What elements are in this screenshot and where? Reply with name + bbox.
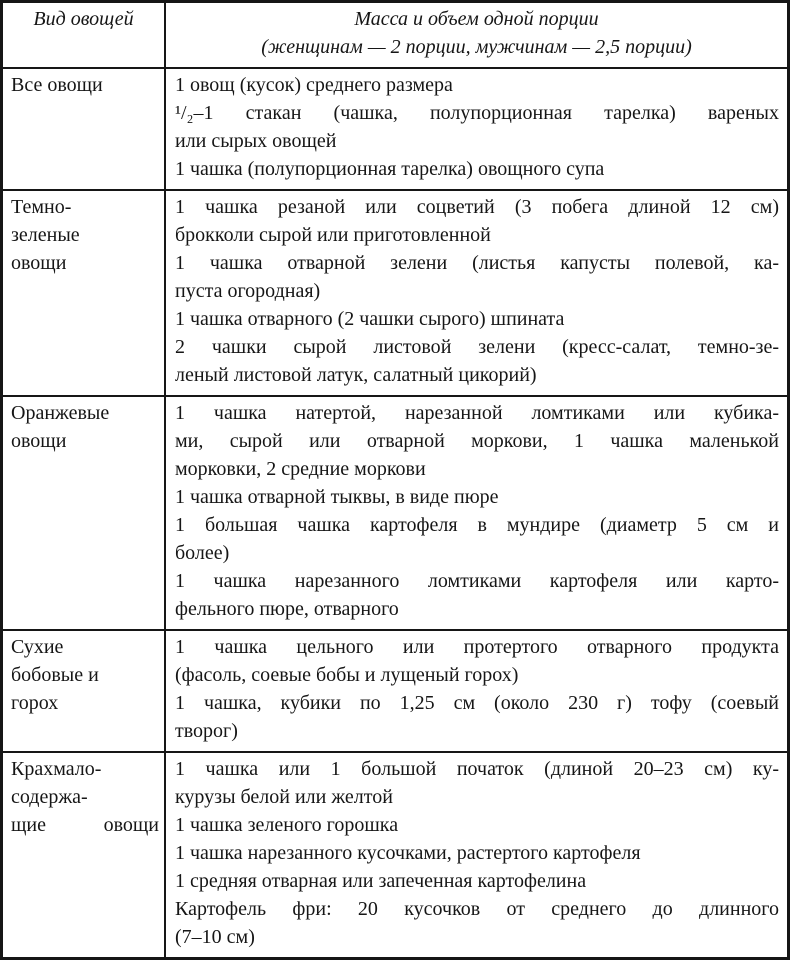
portion-entry [175,839,779,867]
portion-cell [165,396,789,630]
category-line: Оранжевые [11,402,110,424]
category-line: Все овощи [11,74,103,96]
portion-line: 1 чашка резаной или соцветий (3 побега длиной 12 см) [175,196,779,218]
portion-line: 1 чашка нарезанного кусочками, растертого картофеля [175,842,641,864]
category-cell [2,68,166,190]
portion-line: более) [175,542,230,564]
portion-cell [165,630,789,752]
portion-line: 1 овощ (кусок) среднего размера [175,74,453,96]
portion-entry [175,305,779,333]
category-line: Крахмало- [11,758,102,780]
portion-line: 1 чашка отварной зелени (листья капусты полевой, ка- [175,252,779,274]
portion-entry [175,71,779,99]
category-line: бобовые и [11,664,99,686]
portion-line: 1 чашка отварного (2 чашки сырого) шпината [175,308,565,330]
category-cell [2,752,166,959]
table-row [2,630,789,752]
category-line: содержа- [11,786,88,808]
table-row [2,68,789,190]
portion-line: ми, сырой или отварной моркови, 1 чашка маленькой [175,430,779,452]
portion-entry [175,511,779,567]
category-line: щие овощи [11,814,159,836]
portion-line: 1 чашка зеленого горошка [175,814,399,836]
category-line: горох [11,692,59,714]
portion-entry [175,811,779,839]
portion-entry [175,567,779,623]
header-row [2,2,789,69]
portion-line: (фасоль, соевые бобы и лущеный горох) [175,664,519,686]
table-row [2,396,789,630]
header-cell-category [2,2,166,69]
header-portion-title-line1: Масса и объем одной порции [354,8,599,30]
portion-line: творог) [175,720,238,742]
category-line: Темно- [11,196,72,218]
portion-line: 1 средняя отварная или запеченная картофелина [175,870,587,892]
portion-cell [165,190,789,396]
portion-line: 2 чашки сырой листовой зелени (кресс-салат, темно-зе- [175,336,779,358]
portion-line: (7–10 см) [175,926,255,948]
portion-line: 1 чашка или 1 большой початок (длиной 20–23 см) ку- [175,758,779,780]
category-line: овощи [11,252,67,274]
portion-line: 1 чашка (полупорционная тарелка) овощного супа [175,158,605,180]
portion-cell [165,68,789,190]
portion-entry [175,689,779,745]
portion-entry [175,895,779,951]
portion-line: брокколи сырой или приготовленной [175,224,491,246]
table-row [2,752,789,959]
portion-line: пуста огородная) [175,280,321,302]
category-cell [2,190,166,396]
portion-entry [175,755,779,811]
portion-line: 1 большая чашка картофеля в мундире (диаметр 5 см и [175,514,779,536]
category-line: зеленые [11,224,80,246]
portion-entry [175,249,779,305]
portion-line: 1 чашка, кубики по 1,25 см (около 230 г) тофу (соевый [175,692,779,714]
portion-cell [165,752,789,959]
category-line: овощи [11,430,67,452]
portion-line: курузы белой или желтой [175,786,393,808]
category-cell [2,630,166,752]
category-line: Сухие [11,636,64,658]
portion-entry [175,333,779,389]
portion-line: 1 чашка нарезанного ломтиками картофеля или карто- [175,570,779,592]
portion-line: леный листовой латук, салатный цикорий) [175,364,537,386]
portion-entry [175,155,779,183]
table-body [2,68,789,959]
portion-entry [175,483,779,511]
portion-entry [175,633,779,689]
portion-line: 1 чашка цельного или протертого отварного продукта [175,636,779,658]
portion-line: Картофель фри: 20 кусочков от среднего до длинного [175,898,779,920]
header-portion-title-line2: (женщинам — 2 порции, мужчинам — 2,5 порции) [261,36,692,58]
portion-line: фельного пюре, отварного [175,598,399,620]
portion-entry [175,867,779,895]
header-category-label: Вид овощей [33,8,134,30]
table-row [2,190,789,396]
portion-entry [175,399,779,483]
portion-entry [175,193,779,249]
portion-line: ¹/₂–1 стакан (чашка, полупорционная тарелка) вареных [175,102,779,124]
portion-entry [175,99,779,155]
category-cell [2,396,166,630]
header-cell-portion [165,2,789,69]
portion-line: 1 чашка отварной тыквы, в виде пюре [175,486,499,508]
table-header [2,2,789,69]
portion-line: или сырых овощей [175,130,337,152]
portion-line: 1 чашка натертой, нарезанной ломтиками или кубика- [175,402,779,424]
portion-line: морковки, 2 средние моркови [175,458,426,480]
